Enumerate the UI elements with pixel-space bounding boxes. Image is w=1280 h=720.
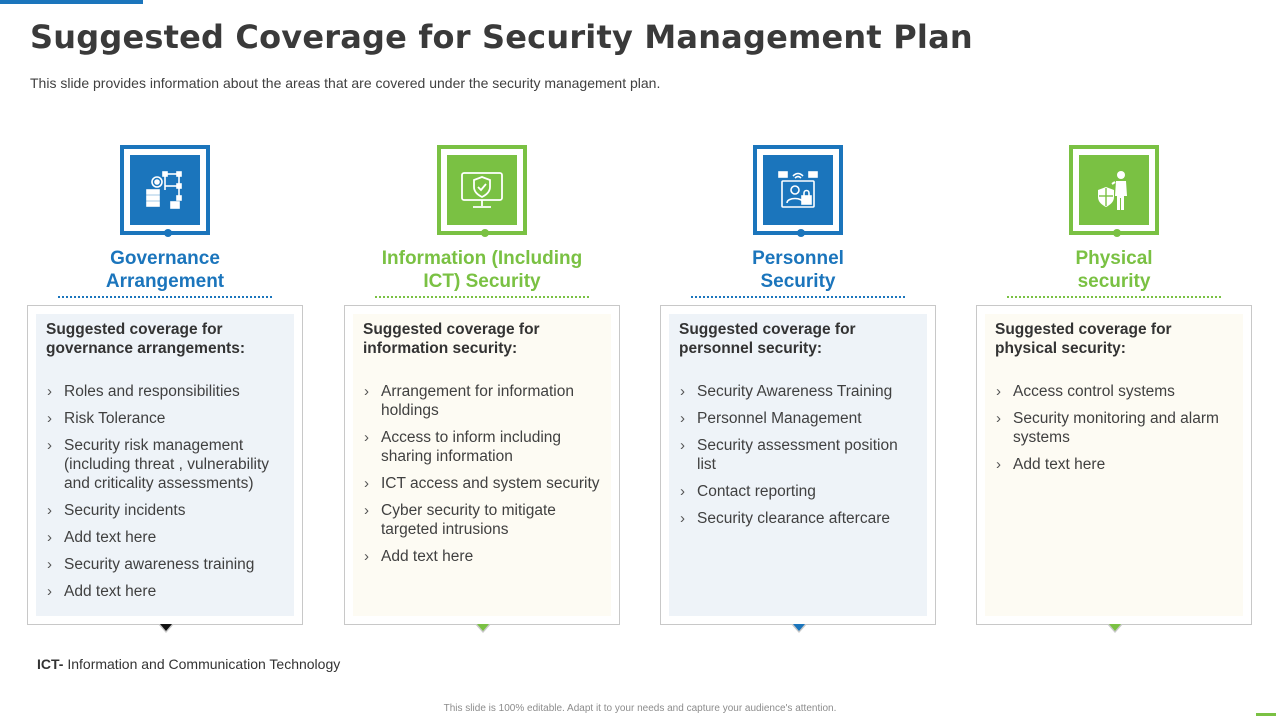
card-pointer <box>158 624 174 633</box>
chevron-right-icon: › <box>47 437 52 454</box>
chevron-right-icon: › <box>996 410 1001 427</box>
icon-dot <box>1113 229 1121 237</box>
user-lock-icon <box>763 155 833 225</box>
list-item: › Risk Tolerance <box>47 410 166 427</box>
title-divider <box>1007 296 1221 298</box>
chevron-right-icon: › <box>364 475 369 492</box>
chevron-right-icon: › <box>47 583 52 600</box>
monitor-shield-icon <box>447 155 517 225</box>
chevron-right-icon: › <box>680 437 685 454</box>
coverage-card <box>344 305 620 625</box>
column-physical-security <box>976 145 1252 641</box>
coverage-card <box>976 305 1252 625</box>
column-title: Personnel Security <box>752 248 844 292</box>
card-heading: Suggested coverage for information security: <box>363 321 540 357</box>
list-item: › Access control systems <box>996 383 1175 400</box>
list-item: › Add text here <box>996 456 1106 473</box>
chevron-right-icon: › <box>47 383 52 400</box>
column-title: Governance Arrangement <box>105 248 225 292</box>
card-pointer <box>475 624 491 633</box>
list-item: › ICT access and system security <box>364 475 600 492</box>
icon-dot <box>164 229 172 237</box>
column-title: Physical security <box>1075 248 1153 292</box>
coverage-list <box>363 382 601 566</box>
chevron-right-icon: › <box>364 548 369 565</box>
chevron-right-icon: › <box>680 410 685 427</box>
footnote <box>37 656 340 672</box>
top-accent-bar <box>0 0 143 4</box>
list-item: › Security incidents <box>47 502 186 519</box>
column-title: Information (Including ICT) Security <box>381 248 583 292</box>
list-item: › Add text here <box>47 529 157 546</box>
icon-frame <box>120 145 210 235</box>
title-divider <box>375 296 589 298</box>
chevron-right-icon: › <box>996 456 1001 473</box>
guard-shield-icon <box>1079 155 1149 225</box>
icon-frame <box>753 145 843 235</box>
coverage-card <box>27 305 303 625</box>
list-item: › Arrangement for information holdings <box>364 383 574 419</box>
chevron-right-icon: › <box>680 483 685 500</box>
chevron-right-icon: › <box>47 502 52 519</box>
chevron-right-icon: › <box>680 383 685 400</box>
page-subtitle: This slide provides information about the areas that are covered under the security management plan. <box>30 75 661 91</box>
icon-frame <box>437 145 527 235</box>
coverage-list <box>995 382 1233 474</box>
card-pointer <box>1107 624 1123 633</box>
list-item: › Cyber security to mitigate targeted intrusions <box>364 502 556 538</box>
chevron-right-icon: › <box>47 529 52 546</box>
column-governance <box>27 145 303 641</box>
list-item: › Personnel Management <box>680 410 862 427</box>
list-item: › Add text here <box>47 583 157 600</box>
list-item: › Access to inform including sharing information <box>364 429 562 465</box>
icon-frame <box>1069 145 1159 235</box>
footnote-term: ICT- <box>37 656 64 672</box>
corner-accent-bar <box>1256 713 1276 716</box>
coverage-card <box>660 305 936 625</box>
page-title: Suggested Coverage for Security Management Plan <box>30 18 973 56</box>
title-divider <box>58 296 272 298</box>
list-item: › Security monitoring and alarm systems <box>996 410 1219 446</box>
card-body <box>36 314 294 616</box>
chevron-right-icon: › <box>364 429 369 446</box>
card-heading: Suggested coverage for personnel security: <box>679 321 856 357</box>
icon-dot <box>481 229 489 237</box>
card-body <box>353 314 611 616</box>
chevron-right-icon: › <box>47 410 52 427</box>
column-information-security <box>344 145 620 641</box>
list-item: › Security Awareness Training <box>680 383 893 400</box>
server-network-icon <box>130 155 200 225</box>
chevron-right-icon: › <box>680 510 685 527</box>
card-heading: Suggested coverage for governance arrangements: <box>46 321 245 357</box>
chevron-right-icon: › <box>47 556 52 573</box>
list-item: › Security clearance aftercare <box>680 510 890 527</box>
list-item: › Security risk management (including threat , vulnerability and criticality assessments) <box>47 437 270 492</box>
card-pointer <box>791 624 807 633</box>
card-body <box>669 314 927 616</box>
chevron-right-icon: › <box>364 383 369 400</box>
chevron-right-icon: › <box>996 383 1001 400</box>
coverage-list <box>679 382 917 528</box>
disclaimer-text: This slide is 100% editable. Adapt it to your needs and capture your audience's attention. <box>443 703 837 714</box>
list-item: › Add text here <box>364 548 474 565</box>
chevron-right-icon: › <box>364 502 369 519</box>
list-item: › Contact reporting <box>680 483 816 500</box>
card-heading: Suggested coverage for physical security: <box>995 321 1172 357</box>
list-item: › Security assessment position list <box>680 437 898 473</box>
card-body <box>985 314 1243 616</box>
column-personnel-security <box>660 145 936 641</box>
title-divider <box>691 296 905 298</box>
footnote-definition: Information and Communication Technology <box>63 656 341 672</box>
coverage-list <box>46 382 284 601</box>
icon-dot <box>797 229 805 237</box>
list-item: › Security awareness training <box>47 556 255 573</box>
list-item: › Roles and responsibilities <box>47 383 240 400</box>
